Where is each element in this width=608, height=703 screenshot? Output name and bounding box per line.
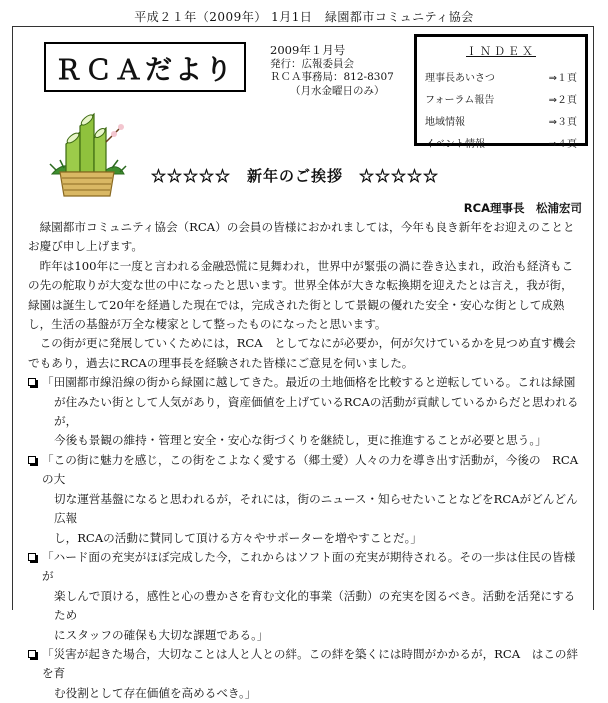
checkbox-bullet-icon (28, 553, 36, 561)
index-item-page: ⇒２頁 (548, 94, 577, 106)
index-item[interactable] (425, 109, 577, 131)
quote-line: 今後も景観の維持・管理と安全・安心な街づくりを継続し，更に推進することが必要と思う。」 (54, 433, 547, 448)
checkbox-bullet-icon (28, 456, 36, 464)
newsletter-title: ＲＣＡだより (44, 42, 246, 92)
office-hours: （月水金曜日のみ） (290, 84, 385, 97)
index-item-page: ⇒４頁 (548, 138, 577, 150)
index-item-label: 理事長あいさつ (425, 72, 495, 84)
quote-item (28, 373, 580, 451)
quote-line: 「田園都市線沿線の街から緑園に越してきた。最近の土地価格を比較すると逆転している。これは緑園 (42, 375, 576, 390)
issue-date: 2009年１月号 (270, 43, 346, 57)
index-item-page: ⇒３頁 (548, 116, 577, 128)
index-box (414, 34, 588, 150)
quote-line: 切な運営基盤になると思われるが，それには，街のニュース・知らせたいことなどをRCAがどんどん広報 (54, 491, 578, 526)
quote-item (28, 645, 580, 703)
index-item-label: イベント情報 (425, 138, 485, 150)
office-phone: ＲＣＡ事務局：812-8307 (270, 71, 394, 83)
article-title: ☆☆☆☆☆ 新年のご挨拶 ☆☆☆☆☆ (150, 167, 439, 185)
quote-line: し，RCAの活動に賛同して頂ける方々やサポーターを増やすことだ。」 (54, 530, 422, 545)
quote-line: 楽しんで頂ける，感性と心の豊かさを育む文化的事業（活動）の充実を図るべき。活動を活発にするため (54, 588, 576, 623)
quote-line: 「災害が起きた場合，大切なことは人と人との絆。この絆を築くには時間がかかるが，RCA はこの絆を育 (42, 646, 579, 681)
article-author: RCA理事長 松浦宏司 (463, 201, 582, 215)
quote-line: む役割として存在価値を高めるべき。」 (54, 685, 257, 700)
paragraph: 昨年は100年に一度と言われる金融恐慌に見舞われ，世界中が緊張の渦に巻き込まれ，政治も経済もこの先の舵取りが大変な世の中になったと思います。世界全体が大きな転換期を迎えたとは言え，我が街，緑園は誕生して20年を経過した現在では，完成された街として景観の優れた安全・安心な街として成熟し，生活の基盤が万全な棲家として整ったものになったと思います。 (28, 258, 574, 332)
issue-info (270, 44, 394, 98)
index-item[interactable] (425, 131, 577, 153)
paragraph: この街が更に発展していくためには，RCA としてなにが必要か，何が欠けているかを見つめ直す機会でもあり，過去にRCAの理事長を経験された皆様にご意見を伺いました。 (28, 336, 576, 370)
kadomatsu-icon (44, 112, 130, 198)
checkbox-bullet-icon (28, 378, 36, 386)
quote-line: にスタッフの確保も大切な課題である。」 (54, 627, 269, 642)
newsletter-date-header: 平成２１年（2009年） 1月1日 緑園都市コミュニティ協会 (134, 10, 474, 24)
quote-item (28, 451, 590, 548)
index-item-label: フォーラム報告 (425, 94, 495, 106)
quote-line: 「この街に魅力を感じ，この街をこよなく愛する（郷土愛）人々の力を導き出す活動が，今後の RCA の大 (42, 452, 590, 487)
article-body (28, 218, 590, 703)
index-item[interactable] (425, 87, 577, 109)
quote-item (28, 548, 580, 645)
index-title: ＩＮＤＥＸ (466, 45, 536, 58)
checkbox-bullet-icon (28, 650, 36, 658)
quote-line: 「ハード面の充実がほぼ完成した今，これからはソフト面の充実が期待される。その一歩は住民の皆様が (42, 549, 576, 584)
index-item-label: 地域情報 (425, 116, 465, 128)
index-item[interactable] (425, 65, 577, 87)
publisher: 発行：広報委員会 (270, 57, 354, 70)
index-item-page: ⇒１頁 (548, 72, 577, 84)
quote-line: が住みたい街として人気があり，資産価値を上げているRCAの活動が貢献しているからだと思われるが， (54, 394, 579, 429)
paragraph: 緑園都市コミュニティ協会（RCA）の会員の皆様におかれましては，今年も良き新年をお迎えのこととお慶び申し上げます。 (28, 220, 575, 254)
